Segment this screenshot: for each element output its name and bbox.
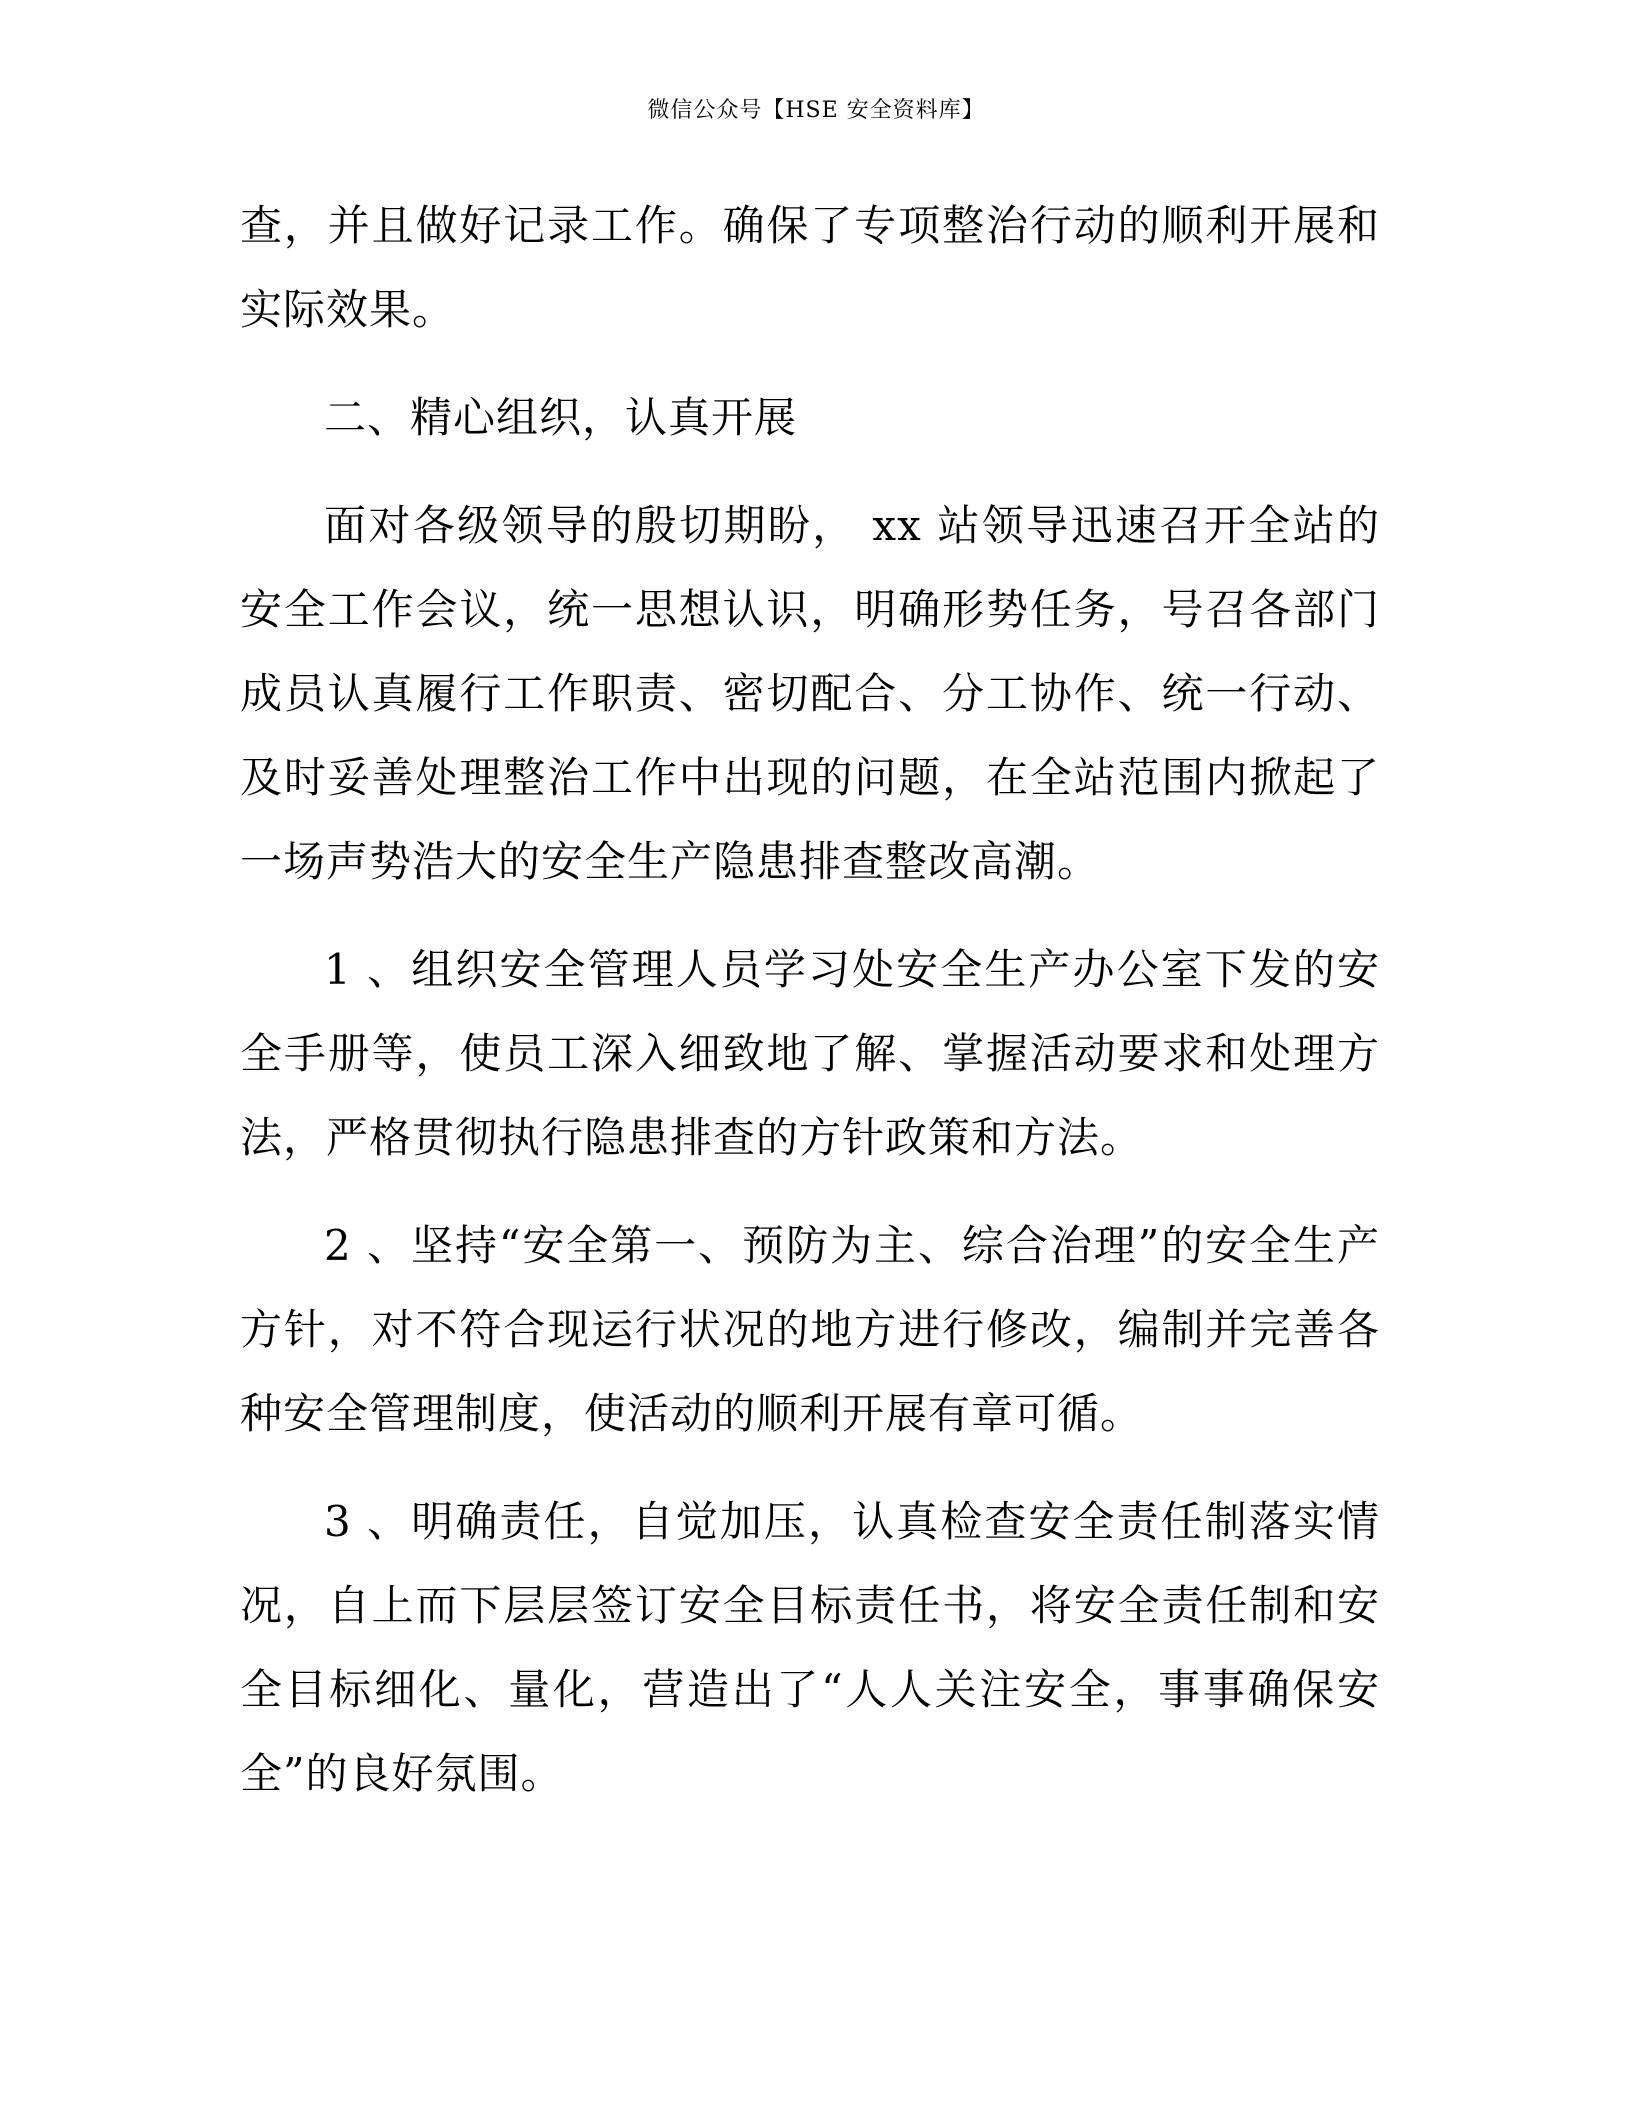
paragraph-item-1: 1 、组织安全管理人员学习处安全生产办公室下发的安全手册等，使员工深入细致地了解、掌握活动要求和处理方法，严格贯彻执行隐患排查的方针政策和方法。 <box>240 945 1380 1162</box>
paragraph-continuation: 查，并且做好记录工作。确保了专项整治行动的顺利开展和实际效果。 <box>240 201 1380 334</box>
document-body <box>240 184 1380 1816</box>
section-heading: 二、精心组织，认真开展 <box>324 393 798 442</box>
paragraph-item-3: 3 、明确责任，自觉加压，认真检查安全责任制落实情况，自上而下层层签订安全目标责任书，将安全责任制和安全目标细化、量化，营造出了“人人关注安全，事事确保安全”的良好氛围。 <box>240 1497 1380 1798</box>
page-header: 微信公众号【HSE 安全资料库】 <box>647 98 985 123</box>
paragraph-item-2: 2 、坚持“安全第一、预防为主、综合治理”的安全生产方针，对不符合现运行状况的地方进行修改，编制并完善各种安全管理制度，使活动的顺利开展有章可循。 <box>240 1221 1380 1438</box>
paragraph-intro: 面对各级领导的殷切期盼， xx 站领导迅速召开全站的安全工作会议，统一思想认识，明确形势任务，号召各部门成员认真履行工作职责、密切配合、分工协作、统一行动、及时妥善处理整治工作中出现的问题，在全站范围内掀起了一场声势浩大的安全生产隐患排查整改高潮。 <box>240 501 1380 886</box>
